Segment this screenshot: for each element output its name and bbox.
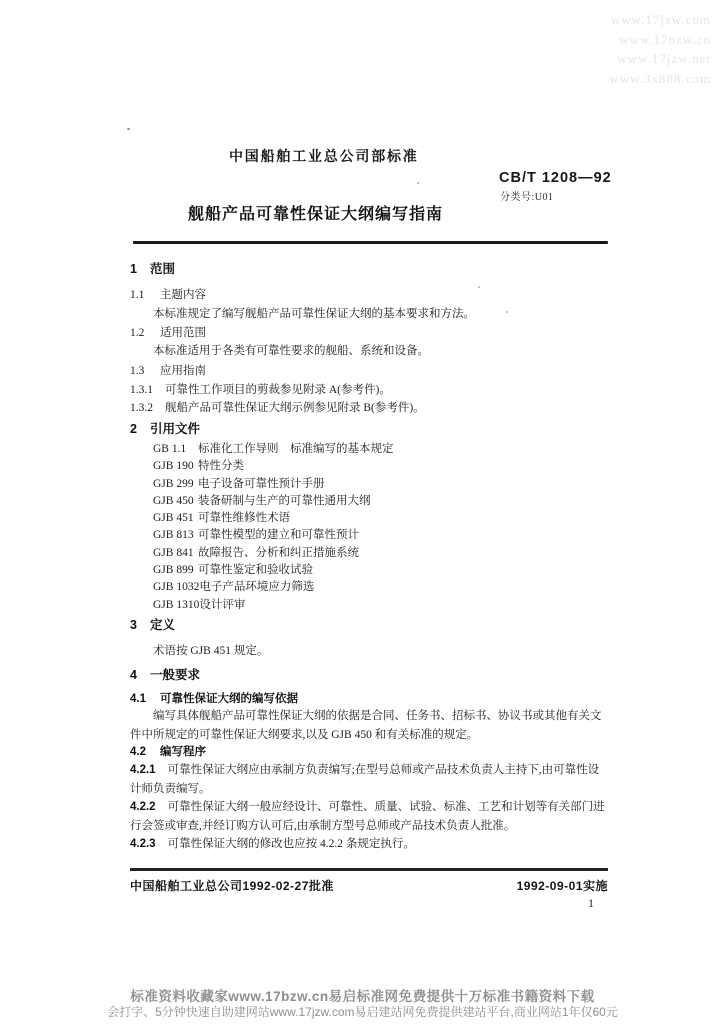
section-number: 4 — [130, 668, 137, 682]
reference-name: 电子设备可靠性预计手册 — [198, 477, 325, 490]
approval-text: 中国船舶工业总公司1992-02-27批准 — [130, 879, 334, 893]
clause-text: 可靠性保证大纲的修改也应按 4.2.2 条规定执行。 — [167, 838, 415, 850]
watermark-line: www.17jzw.com — [610, 12, 711, 27]
section-4-2-heading — [130, 745, 608, 759]
section-number: 4.2 — [130, 746, 146, 758]
reference-name: 可靠性鉴定和验收试验 — [198, 564, 313, 577]
section-1-1-text: 本标准规定了编写舰船产品可靠性保证大纲的基本要求和方法。 — [153, 308, 475, 320]
clause-number: 4.2.1 — [130, 764, 156, 776]
clause-text: 舰船产品可靠性保证大纲示例参见附录 B(参考件)。 — [165, 402, 425, 414]
scan-speck — [127, 128, 130, 130]
reference-code: GB 1.1 — [153, 443, 187, 455]
section-4-1-heading — [130, 692, 608, 706]
section-title: 适用范围 — [160, 327, 206, 339]
section-1-3-heading — [130, 364, 608, 378]
reference-name: 故障报告、分析和纠正措施系统 — [198, 546, 359, 559]
section-title: 编写程序 — [160, 746, 206, 758]
section-number: 1 — [130, 262, 137, 276]
section-number: 3 — [130, 618, 137, 632]
section-number: 1.1 — [130, 289, 145, 301]
clause-number: 4.2.2 — [130, 801, 156, 813]
section-title: 引用文件 — [150, 422, 201, 436]
section-1-2-heading — [130, 326, 608, 340]
clause-number: 1.3.2 — [130, 402, 153, 414]
clause-text: 可靠性保证大纲应由承制方负责编写;在型号总师或产品技术负责人主持下,由可靠性设计师负责编写。 — [130, 764, 600, 795]
section-title: 主题内容 — [160, 289, 206, 301]
reference-code: GJB 899 — [153, 564, 194, 577]
reference-item — [130, 441, 608, 458]
clause-number: 4.2.3 — [130, 838, 156, 850]
site-watermark — [609, 10, 711, 88]
section-title: 定义 — [150, 618, 176, 632]
reference-name: 可靠性维修性术语 — [198, 512, 290, 525]
reference-item — [130, 458, 608, 475]
section-3-heading — [130, 618, 608, 632]
promo-line-2: 会打字、5分钟快速自助建网站www.17jzw.com易启建站网免费提供建站平台,商业网站1年仅60元 — [107, 1005, 618, 1019]
reference-name: 设计评审 — [199, 598, 246, 611]
reference-item — [130, 476, 608, 493]
section-title: 应用指南 — [160, 365, 206, 377]
section-3-text: 术语按 GJB 451 规定。 — [153, 645, 269, 657]
reference-name: 电子产品环境应力筛选 — [199, 581, 315, 594]
scan-speck — [417, 182, 419, 184]
standard-number: CB/T 1208—92 — [499, 170, 612, 186]
clause-4-2-2 — [130, 798, 608, 835]
section-title: 一般要求 — [150, 668, 201, 682]
clause-4-2-1 — [130, 761, 608, 798]
section-number: 1.3 — [130, 365, 145, 377]
reference-list — [130, 441, 608, 614]
section-4-heading — [130, 668, 608, 682]
reference-item — [130, 493, 608, 510]
reference-code: GJB 841 — [153, 546, 194, 559]
reference-item — [130, 562, 608, 579]
section-2-heading — [130, 422, 608, 436]
watermark-line: www.17bzw.cn — [619, 31, 711, 47]
header-rule — [133, 241, 608, 244]
section-title: 可靠性保证大纲的编写依据 — [160, 693, 298, 705]
section-1-1-heading — [130, 288, 608, 302]
clause-1-3-1 — [130, 381, 608, 400]
clause-1-3-2 — [130, 399, 608, 418]
clause-4-2-3 — [130, 835, 608, 854]
page-number: 1 — [588, 896, 594, 910]
clause-text: 可靠性工作项目的剪裁参见附录 A(参考件)。 — [165, 384, 391, 396]
reference-code: GJB 190 — [153, 460, 194, 473]
reference-item — [130, 510, 608, 527]
section-number: 4.1 — [130, 693, 146, 705]
reference-item — [130, 545, 608, 562]
clause-text: 可靠性保证大纲一般应经设计、可靠性、质量、试验、标准、工艺和计划等有关部门进行会签或审查,并经订购方认可后,由承制方型号总师或产品技术负责人批准。 — [130, 801, 605, 832]
section-number: 1.2 — [130, 327, 145, 339]
section-title: 范围 — [150, 262, 176, 276]
classification-label: 分类号:U01 — [500, 192, 554, 203]
watermark-line: www.3x888.com — [609, 70, 711, 86]
section-number: 2 — [130, 422, 137, 436]
footer-rule — [130, 868, 608, 871]
document-title: 舰船产品可靠性保证大纲编写指南 — [188, 206, 444, 223]
reference-code: GJB 1310 — [153, 598, 200, 611]
watermark-line: www.17jzw.net — [617, 51, 711, 66]
reference-item — [130, 579, 608, 596]
reference-name: 特性分类 — [198, 460, 244, 473]
reference-code: GJB 813 — [153, 529, 194, 542]
clause-number: 1.3.1 — [130, 384, 153, 396]
reference-name: 可靠性模型的建立和可靠性预计 — [198, 529, 359, 542]
reference-code: GJB 450 — [153, 494, 194, 507]
reference-item — [130, 597, 608, 614]
section-4-1-text: 编写具体舰船产品可靠性保证大纲的依据是合同、任务书、招标书、协议书或其他有关文件中所规定的可靠性保证大纲要求,以及 GJB 450 和有关标准的规定。 — [130, 710, 602, 741]
reference-code: GJB 1032 — [153, 581, 200, 594]
implementation-text: 1992-09-01实施 — [516, 879, 608, 893]
reference-code: GJB 299 — [153, 477, 194, 490]
section-1-2-text: 本标准适用于各类有可靠性要求的舰船、系统和设备。 — [153, 345, 429, 357]
reference-name: 装备研制与生产的可靠性通用大纲 — [198, 494, 371, 507]
reference-item — [130, 527, 608, 544]
promo-line-1: 标准资料收藏家www.17bzw.cn易启标准网免费提供十万标准书籍资料下载 — [130, 989, 595, 1004]
org-standard-label: 中国船舶工业总公司部标准 — [229, 148, 419, 164]
reference-name: 标准化工作导则 标准编写的基本规定 — [198, 443, 394, 455]
section-1-heading — [130, 262, 608, 276]
reference-code: GJB 451 — [153, 512, 194, 525]
